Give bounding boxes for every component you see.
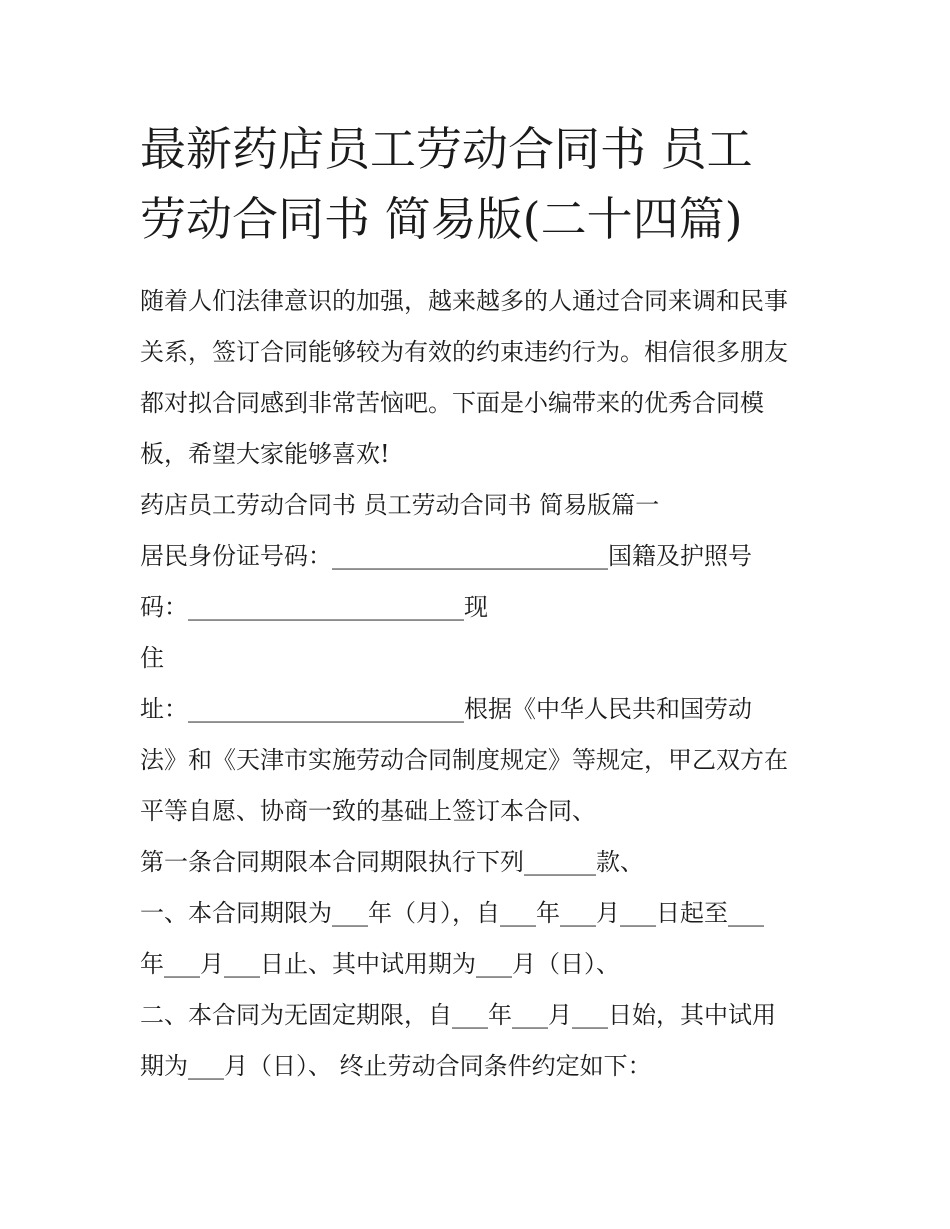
title-line-2: 劳动合同书 简易版(二十四篇) xyxy=(140,192,743,246)
intro-line-4: 板，希望大家能够喜欢! xyxy=(140,440,390,468)
term-open-line-1: 二、本合同为无固定期限，自___年___月___日始，其中试用 xyxy=(140,1001,776,1029)
agreement-line: 平等自愿、协商一致的基础上签订本合同、 xyxy=(140,797,596,825)
passport-line: 码：_______________________现 xyxy=(140,593,488,621)
id-number-line: 居民身份证号码：_______________________国籍及护照号 xyxy=(140,542,752,570)
document-body xyxy=(140,276,830,1092)
address-line: 址：_______________________根据《中华人民共和国劳动 xyxy=(140,695,752,723)
intro-line-1: 随着人们法律意识的加强，越来越多的人通过合同来调和民事 xyxy=(140,287,788,315)
title-line-1: 最新药店员工劳动合同书 员工 xyxy=(140,122,753,176)
term-fixed-line-1: 一、本合同期限为___年（月），自___年___月___日起至___ xyxy=(140,899,764,927)
article-one-line: 第一条合同期限本合同期限执行下列______款、 xyxy=(140,848,644,876)
intro-line-3: 都对拟合同感到非常苦恼吧。下面是小编带来的优秀合同模 xyxy=(140,389,764,417)
intro-line-2: 关系，签订合同能够较为有效的约束违约行为。相信很多朋友 xyxy=(140,338,788,366)
document-title xyxy=(140,114,820,254)
section-heading: 药店员工劳动合同书 员工劳动合同书 简易版篇一 xyxy=(140,491,660,519)
term-open-line-2: 期为___月（日）、 终止劳动合同条件约定如下： xyxy=(140,1052,652,1080)
term-fixed-line-2: 年___月___日止、其中试用期为___月（日）、 xyxy=(140,950,620,978)
law-line: 法》和《天津市实施劳动合同制度规定》等规定，甲乙双方在 xyxy=(140,746,788,774)
address-label-line: 住 xyxy=(140,644,164,672)
